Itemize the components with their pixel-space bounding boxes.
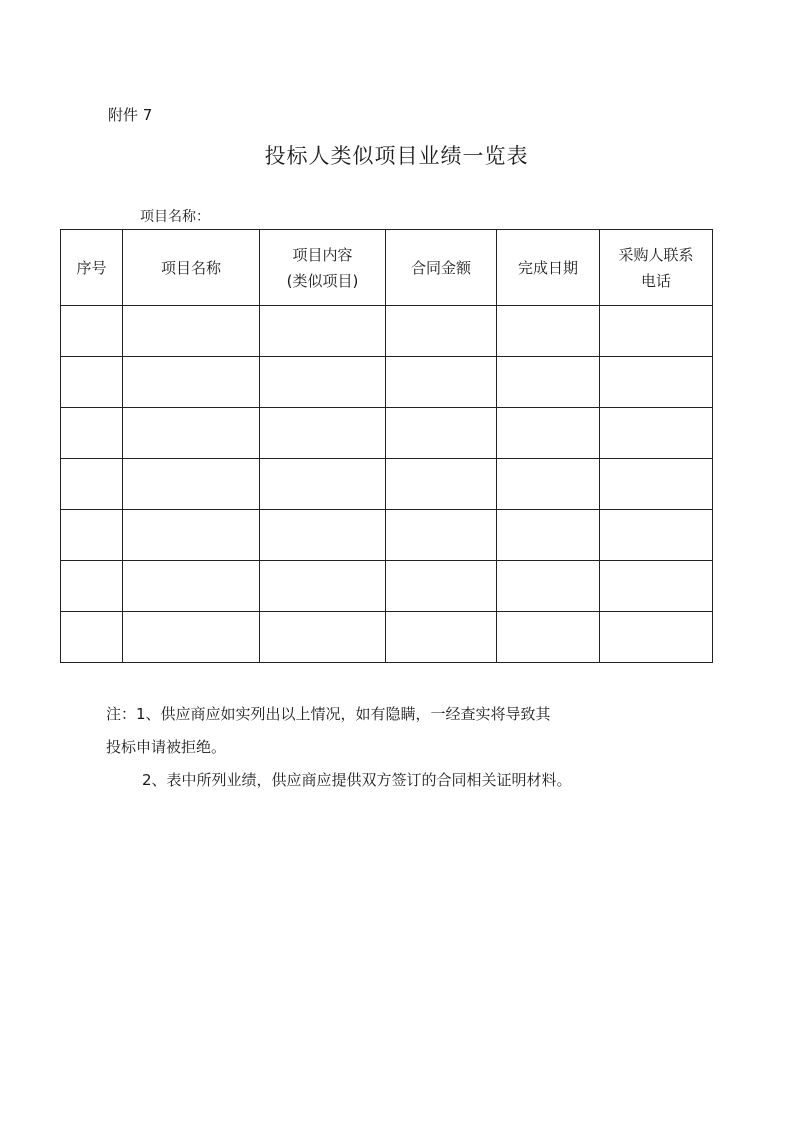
- note-line: 2、表中所列业绩，供应商应提供双方签订的合同相关证明材料。: [142, 771, 572, 789]
- table-cell: [61, 459, 123, 510]
- table-header-row: [61, 230, 713, 306]
- table-cell: [386, 612, 497, 663]
- header-contract-amount: 合同金额: [386, 230, 497, 306]
- table-cell: [497, 357, 600, 408]
- project-name-label: 项目名称：: [140, 209, 210, 225]
- table-cell: [600, 612, 713, 663]
- table-cell: [260, 306, 386, 357]
- attachment-label: 附件 7: [108, 106, 153, 124]
- table-cell: [497, 510, 600, 561]
- table-cell: [600, 510, 713, 561]
- table-cell: [260, 408, 386, 459]
- table-cell: [260, 459, 386, 510]
- table-cell: [386, 561, 497, 612]
- table-cell: [600, 357, 713, 408]
- table-cell: [497, 612, 600, 663]
- table-cell: [61, 408, 123, 459]
- table-cell: [386, 357, 497, 408]
- notes-section: [106, 698, 696, 797]
- table-cell: [260, 357, 386, 408]
- table-cell: [600, 306, 713, 357]
- table-cell: [497, 459, 600, 510]
- table-cell: [386, 459, 497, 510]
- table-row: [61, 510, 713, 561]
- table-cell: [497, 408, 600, 459]
- table-cell: [600, 408, 713, 459]
- table-cell: [260, 612, 386, 663]
- header-purchaser-phone: 采购人联系 电话: [600, 230, 713, 306]
- table-cell: [600, 561, 713, 612]
- table-cell: [61, 510, 123, 561]
- table-row: [61, 408, 713, 459]
- table-cell: [497, 306, 600, 357]
- table-cell: [123, 357, 260, 408]
- table-cell: [600, 459, 713, 510]
- table-cell: [61, 612, 123, 663]
- table-cell: [260, 561, 386, 612]
- header-project-name: 项目名称: [123, 230, 260, 306]
- page-title: 投标人类似项目业绩一览表: [264, 144, 529, 168]
- header-completion-date: 完成日期: [497, 230, 600, 306]
- table-row: [61, 306, 713, 357]
- table-cell: [123, 612, 260, 663]
- table-cell: [386, 306, 497, 357]
- table-cell: [123, 561, 260, 612]
- table-row: [61, 357, 713, 408]
- table-cell: [61, 357, 123, 408]
- table-row: [61, 561, 713, 612]
- table-cell: [123, 510, 260, 561]
- performance-table: [60, 229, 713, 663]
- header-index: 序号: [61, 230, 123, 306]
- table-cell: [497, 561, 600, 612]
- table-cell: [386, 510, 497, 561]
- table-cell: [61, 306, 123, 357]
- note-line: 注：1、供应商应如实列出以上情况，如有隐瞒，一经查实将导致其: [106, 705, 551, 723]
- table-cell: [123, 408, 260, 459]
- table-cell: [123, 306, 260, 357]
- table-cell: [123, 459, 260, 510]
- note-line: 投标申请被拒绝。: [106, 738, 227, 756]
- header-project-content: 项目内容 (类似项目): [260, 230, 386, 306]
- table-row: [61, 459, 713, 510]
- table-cell: [61, 561, 123, 612]
- table-cell: [260, 510, 386, 561]
- table-cell: [386, 408, 497, 459]
- table-row: [61, 612, 713, 663]
